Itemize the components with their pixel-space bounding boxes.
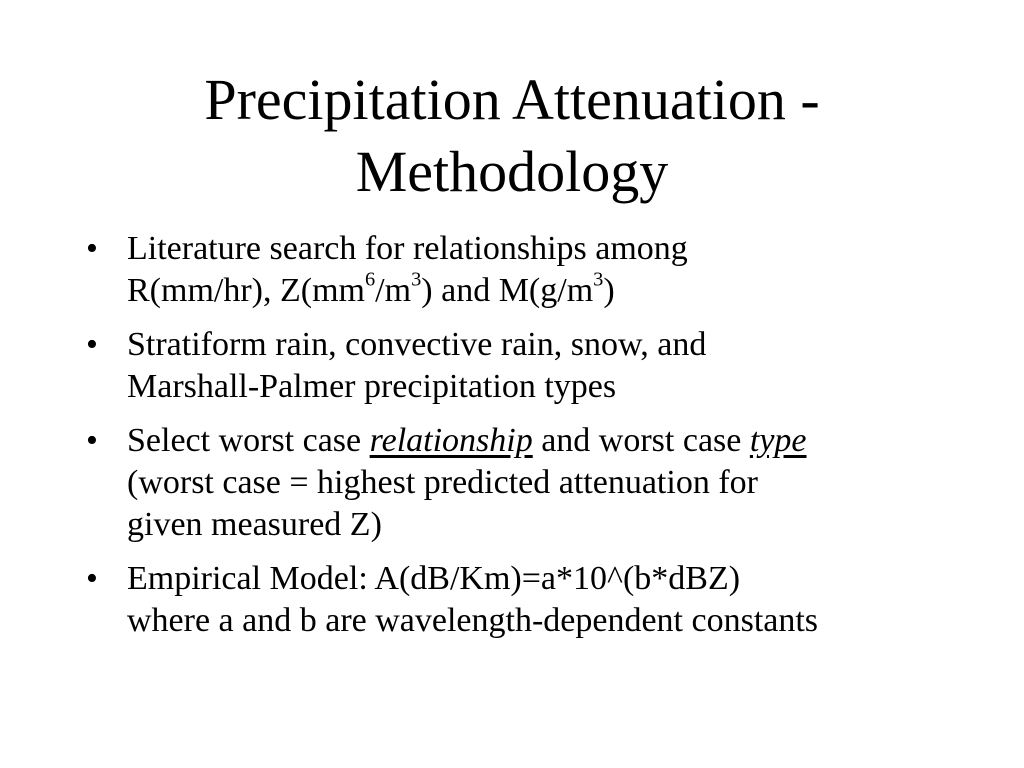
bullet-item-literature-search (86, 228, 986, 312)
units-r-z: R(mm/hr), Z(mm (127, 272, 365, 309)
bullet-line-with-units (127, 270, 986, 312)
bullet-line: given measured Z) (127, 506, 382, 543)
bullet-icon: • (86, 230, 98, 267)
bullet-line: where a and b are wavelength-dependent constants (127, 602, 819, 639)
bullet-line: Empirical Model: A(dB/Km)=a*10^(b*dBZ) (127, 560, 741, 597)
superscript-6: 6 (364, 268, 376, 291)
bullet-text (127, 324, 986, 408)
units-per-m: /m (375, 272, 412, 309)
superscript-3: 3 (593, 268, 604, 291)
bullet-line: (worst case = highest predicted attenuation for (127, 464, 758, 501)
bullet-line: Marshall-Palmer precipitation types (127, 368, 617, 405)
text-select-worst-case: Select worst case (127, 422, 370, 459)
units-close: ) (603, 272, 615, 309)
bullet-text (127, 420, 986, 546)
bullet-line: Literature search for relationships among (127, 230, 688, 267)
bullet-item-empirical-model (86, 558, 986, 642)
title-line-2: Methodology (355, 139, 669, 204)
bullet-icon: • (86, 560, 98, 597)
emphasis-relationship: relationship (369, 422, 533, 459)
bullet-text (127, 228, 986, 312)
units-and-m: ) and M(g/m (421, 272, 594, 309)
bullet-icon: • (86, 422, 98, 459)
superscript-3: 3 (411, 268, 422, 291)
slide-title (0, 64, 1024, 208)
text-and-worst-case: and worst case (532, 422, 750, 459)
emphasis-type: type (749, 422, 807, 459)
bullet-text (127, 558, 986, 642)
bullet-line-with-emphasis (127, 420, 986, 462)
bullet-item-precipitation-types (86, 324, 986, 408)
bullet-list (86, 228, 986, 654)
bullet-line: Stratiform rain, convective rain, snow, and (127, 326, 707, 363)
title-line-1: Precipitation Attenuation - (204, 67, 820, 132)
bullet-item-worst-case (86, 420, 986, 546)
bullet-icon: • (86, 326, 98, 363)
